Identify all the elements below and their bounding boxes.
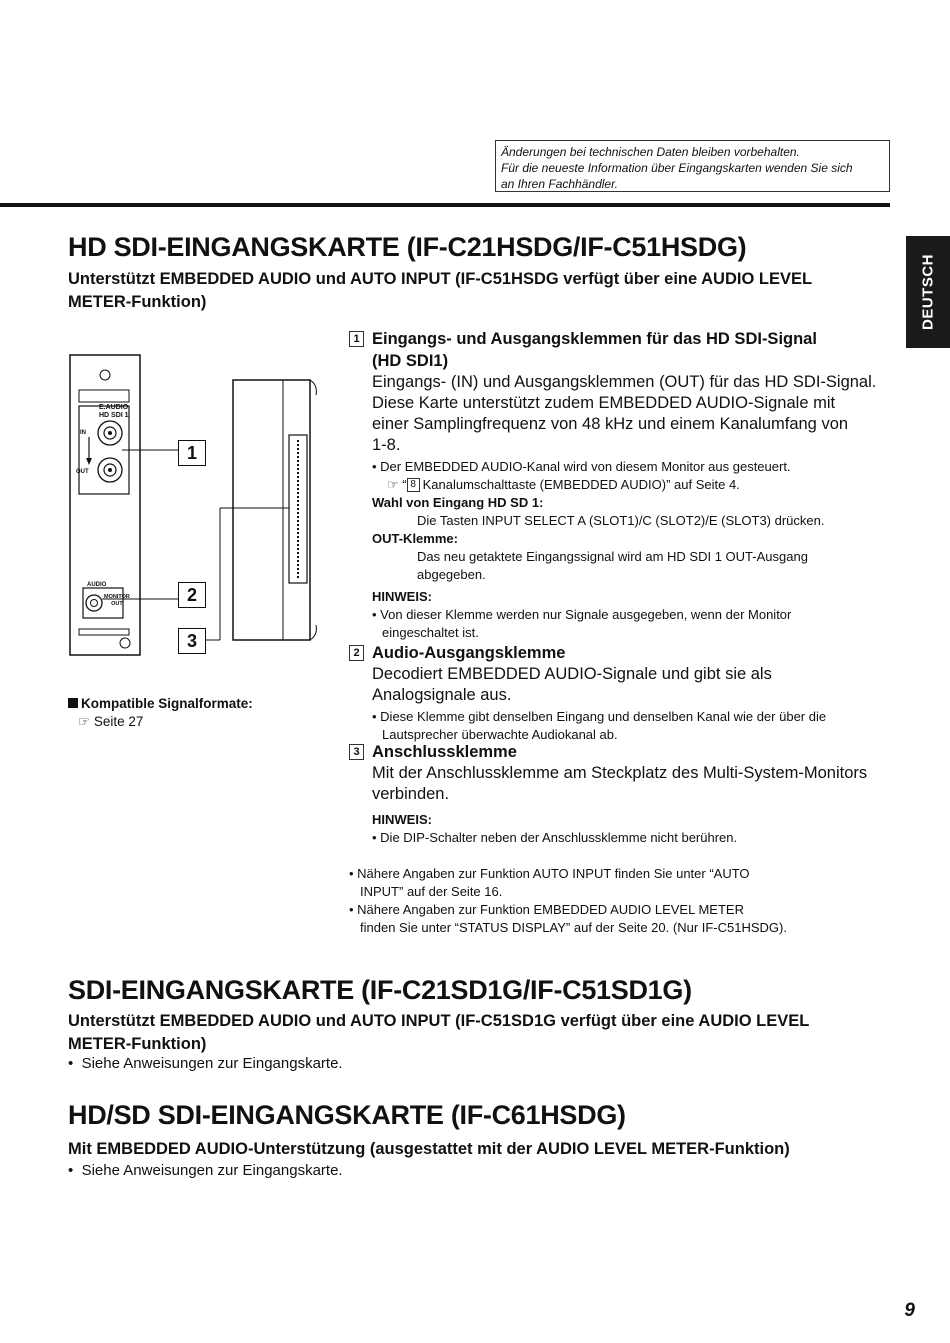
- notice-line: Änderungen bei technischen Daten bleiben vorbehalten.: [501, 145, 800, 159]
- section2-title: SDI-EINGANGSKARTE (IF-C21SD1G/IF-C51SD1G): [68, 975, 692, 1005]
- wahl-text: Die Tasten INPUT SELECT A (SLOT1)/C (SLOT2)/E (SLOT3) drücken.: [417, 513, 825, 528]
- item-1: [349, 328, 894, 642]
- out-label: OUT-Klemme:: [372, 531, 458, 546]
- hinweis-text: Die DIP-Schalter neben der Anschlussklemme nicht berühren.: [380, 830, 738, 845]
- item-title: Eingangs- und Ausgangsklemmen für das HD SDI-Signal: [372, 330, 817, 348]
- label-eaudio: E.AUDIO: [99, 404, 129, 411]
- hinweis-label: HINWEIS:: [372, 812, 432, 827]
- item-body: [349, 763, 894, 805]
- page-number: 9: [904, 1300, 915, 1321]
- label-monitor-out: OUT: [111, 601, 123, 607]
- figure-callout-1: 1: [178, 440, 206, 466]
- section3-title: HD/SD SDI-EINGANGSKARTE (IF-C61HSDG): [68, 1100, 626, 1130]
- ref-number: 8: [407, 478, 420, 492]
- section3-subtitle: Mit EMBEDDED AUDIO-Unterstützung (ausgestattet mit der AUDIO LEVEL METER-Funktion): [68, 1140, 790, 1158]
- label-in: IN: [80, 430, 86, 436]
- item-body-line: einer Samplingfrequenz von 48 kHz und einem Kanalumfang von: [372, 415, 849, 433]
- item-body-line: Diese Karte unterstützt zudem EMBEDDED AUDIO-Signale mit: [372, 394, 836, 412]
- out-text: abgegeben.: [417, 567, 486, 582]
- panel-labels: [99, 404, 129, 420]
- bullet-text: Lautsprecher überwachte Audiokanal ab.: [382, 727, 618, 742]
- section2-subtitle-line: METER-Funktion): [68, 1035, 207, 1053]
- section2-subtitle: [68, 1010, 888, 1056]
- item-number: 2: [349, 645, 364, 661]
- section1-subtitle-line: Unterstützt EMBEDDED AUDIO und AUTO INPUT (IF-C51HSDG verfügt über eine AUDIO LEVEL: [68, 270, 813, 288]
- section2-bullet: • Siehe Anweisungen zur Eingangskarte.: [68, 1055, 343, 1072]
- notice-line: Für die neueste Information über Eingangskarten wenden Sie sich: [501, 161, 853, 175]
- item-details: HINWEIS: • Die DIP-Schalter neben der Anschlussklemme nicht berühren.: [349, 811, 894, 847]
- note-text: Nähere Angaben zur Funktion AUTO INPUT finden Sie unter “AUTO: [357, 866, 750, 881]
- label-out: OUT: [76, 469, 89, 475]
- item-body-line: Eingangs- (IN) und Ausgangsklemmen (OUT) für das HD SDI-Signal.: [372, 373, 877, 391]
- figure-callout-3: 3: [178, 628, 206, 654]
- item-2: [349, 642, 894, 744]
- hand-pointer-icon: ☞ “: [387, 477, 407, 492]
- hinweis-text: eingeschaltet ist.: [382, 625, 479, 640]
- language-tab-label: DEUTSCH: [919, 253, 937, 331]
- section1-subtitle: [68, 268, 888, 314]
- item-3: [349, 741, 894, 847]
- section2-subtitle-line: Unterstützt EMBEDDED AUDIO und AUTO INPUT (IF-C51SD1G verfügt über eine AUDIO LEVEL: [68, 1012, 810, 1030]
- card-illustration: [60, 345, 330, 670]
- hand-pointer-icon: ☞: [78, 714, 94, 729]
- section1-subtitle-line: METER-Funktion): [68, 293, 207, 311]
- section1-notes: • Nähere Angaben zur Funktion AUTO INPUT finden Sie unter “AUTO INPUT” auf der Seite 16. • Nähere Angaben zur Funktion EMBEDDED AUDIO LEVEL METER finden Sie unter “STATUS DISPLAY” auf der Seite 20. (Nur IF-C51HSDG).: [349, 866, 787, 935]
- square-bullet-icon: [68, 698, 78, 708]
- bullet-text: Siehe Anweisungen zur Eingangskarte.: [81, 1162, 343, 1179]
- bullet-text: Diese Klemme gibt denselben Eingang und denselben Kanal wie der über die: [380, 709, 827, 724]
- section3-bullet: • Siehe Anweisungen zur Eingangskarte.: [68, 1162, 343, 1179]
- item-title-cont: (HD SDI1): [372, 352, 449, 370]
- label-monitor-text: MONITOR: [104, 594, 130, 600]
- note-text: finden Sie unter “STATUS DISPLAY” auf der Seite 20. (Nur IF-C51HSDG).: [360, 920, 787, 935]
- notice-line: an Ihren Fachhändler.: [501, 177, 618, 191]
- item-body: [349, 664, 894, 706]
- ref-text: Kanalumschalttaste (EMBEDDED AUDIO)” auf Seite 4.: [422, 477, 740, 492]
- hinweis-label: HINWEIS:: [372, 589, 432, 604]
- compat-ref: Seite 27: [93, 714, 144, 729]
- header-rule: [0, 203, 890, 207]
- item-body-line: Decodiert EMBEDDED AUDIO-Signale und gibt sie als: [372, 665, 772, 683]
- bullet-text: Der EMBEDDED AUDIO-Kanal wird von diesem Monitor aus gesteuert.: [380, 459, 791, 474]
- section1-title: HD SDI-EINGANGSKARTE (IF-C21HSDG/IF-C51HSDG): [68, 232, 747, 262]
- note-text: Nähere Angaben zur Funktion EMBEDDED AUDIO LEVEL METER: [357, 902, 744, 917]
- label-hdsdi: HD SDI 1: [99, 412, 129, 419]
- bullet-text: Siehe Anweisungen zur Eingangskarte.: [81, 1055, 343, 1072]
- label-audio: AUDIO: [87, 582, 107, 588]
- item-title: Audio-Ausgangsklemme: [372, 644, 566, 662]
- item-body: [349, 372, 894, 456]
- out-text: Das neu getaktete Eingangssignal wird am HD SDI 1 OUT-Ausgang: [417, 549, 808, 564]
- item-title: Anschlussklemme: [372, 743, 517, 761]
- item-details: • Der EMBEDDED AUDIO-Kanal wird von diesem Monitor aus gesteuert. ☞ “ 8 Kanalumschalttaste (EMBEDDED AUDIO)” auf Seite 4. Wahl von Eingang HD SD 1: Die Tasten INPUT SELECT A (SLOT1)/C (SLOT2)/E (SLOT3) drücken. OUT-Klemme: Das neu getaktete Eingangssignal wird am HD SDI 1 OUT-Ausgang abgegeben. HINWEIS: • Von dieser Klemme werden nur Signale ausgegeben, wenn der Monitor eingeschaltet ist.: [349, 458, 894, 642]
- item-number: 1: [349, 331, 364, 347]
- note-text: INPUT” auf der Seite 16.: [360, 884, 503, 899]
- compat-label: Kompatible Signalformate:: [81, 696, 253, 711]
- compat-block: [68, 695, 253, 731]
- item-body-line: verbinden.: [372, 785, 450, 803]
- item-body-line: 1-8.: [372, 436, 401, 454]
- wahl-label: Wahl von Eingang HD SD 1:: [372, 495, 544, 510]
- item-body-line: Analogsignale aus.: [372, 686, 512, 704]
- language-tab: [906, 236, 950, 348]
- item-body-line: Mit der Anschlussklemme am Steckplatz des Multi-System-Monitors: [372, 764, 868, 782]
- hinweis-text: Von dieser Klemme werden nur Signale ausgegeben, wenn der Monitor: [380, 607, 792, 622]
- item-details: • Diese Klemme gibt denselben Eingang und denselben Kanal wie der über die Lautsprecher überwachte Audiokanal ab.: [349, 708, 894, 744]
- item-number: 3: [349, 744, 364, 760]
- notice-box: [495, 140, 890, 192]
- label-monitor: [104, 594, 130, 608]
- figure-callout-2: 2: [178, 582, 206, 608]
